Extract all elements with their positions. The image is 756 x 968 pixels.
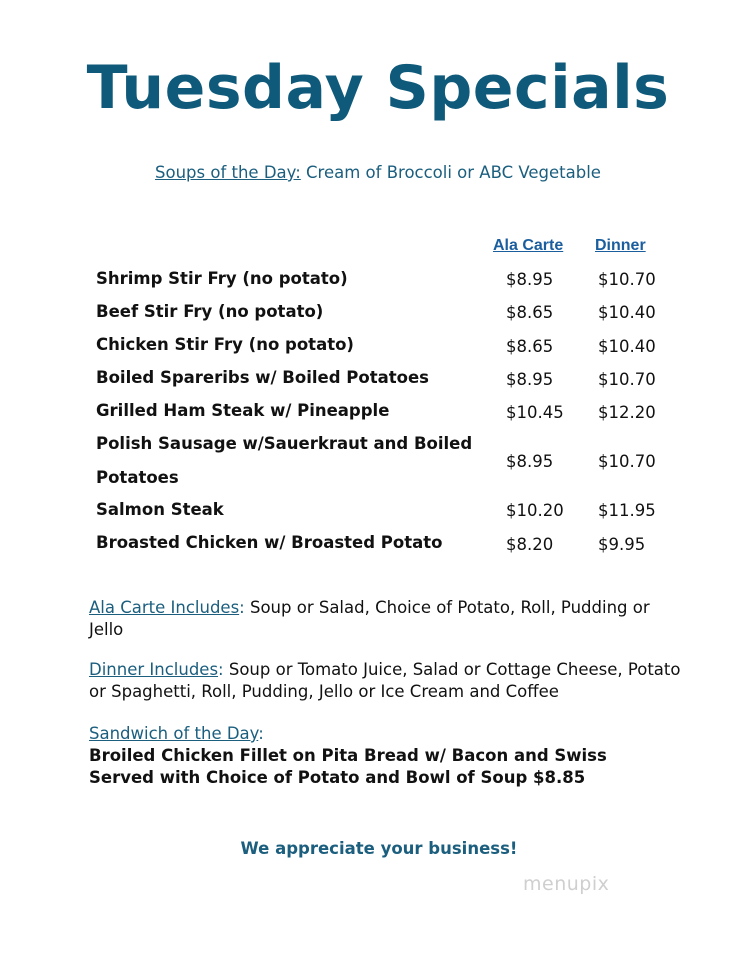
menu-item-name: Shrimp Stir Fry (no potato) [96,269,348,288]
dinner-includes [89,659,689,703]
menu-item-name: Grilled Ham Steak w/ Pineapple [96,401,390,420]
ala-carte-price: $10.45 [506,403,564,422]
dinner-price: $10.40 [598,337,656,356]
ala-carte-price: $10.20 [506,501,564,520]
dinner-price: $9.95 [598,535,646,554]
column-header-ala-carte: Ala Carte [493,237,564,254]
menu-item-name-line1: Polish Sausage w/Sauerkraut and Boiled [96,434,473,453]
ala-carte-includes-text: Soup or Salad, Choice of Potato, Roll, Pudding or Jello [89,598,650,639]
ala-carte-price: $8.20 [506,535,554,554]
sandwich-colon: : [258,724,264,743]
ala-carte-price: $8.95 [506,270,554,289]
dinner-includes-colon: : [218,660,224,679]
menu-item-name: Salmon Steak [96,500,224,519]
sandwich-of-the-day [89,723,689,789]
ala-carte-price: $8.95 [506,452,554,471]
soups-of-the-day [0,163,756,182]
dinner-price: $10.70 [598,370,656,389]
menu-item-name: Beef Stir Fry (no potato) [96,302,324,321]
soups-text: Cream of Broccoli or ABC Vegetable [300,163,601,182]
ala-carte-includes-label: Ala Carte Includes [89,598,240,617]
menu-item-name: Boiled Spareribs w/ Boiled Potatoes [96,368,429,387]
sandwich-line2: Served with Choice of Potato and Bowl of Soup $8.85 [89,768,586,787]
menu-item-name: Chicken Stir Fry (no potato) [96,335,354,354]
ala-carte-price: $8.65 [506,337,554,356]
thank-you-message: We appreciate your business! [240,839,518,858]
dinner-price: $10.70 [598,270,656,289]
ala-carte-price: $8.95 [506,370,554,389]
dinner-price: $11.95 [598,501,656,520]
column-header-dinner: Dinner [595,237,646,254]
menupix-watermark: menupix [523,873,610,895]
dinner-price: $10.70 [598,452,656,471]
ala-carte-includes-colon: : [239,598,245,617]
page-title: Tuesday Specials [86,53,670,123]
dinner-includes-text: Soup or Tomato Juice, Salad or Cottage Cheese, Potato or Spaghetti, Roll, Pudding, Jello or Ice Cream and Coffee [89,660,681,701]
ala-carte-includes [89,597,689,641]
menu-item-name: Broasted Chicken w/ Broasted Potato [96,533,443,552]
dinner-price: $12.20 [598,403,656,422]
sandwich-label: Sandwich of the Day [89,724,259,743]
dinner-includes-label: Dinner Includes [89,660,219,679]
menu-item-name-line2: Potatoes [96,468,179,487]
sandwich-line1: Broiled Chicken Fillet on Pita Bread w/ Bacon and Swiss [89,746,607,765]
ala-carte-price: $8.65 [506,303,554,322]
soups-label: Soups of the Day: [155,163,301,182]
dinner-price: $10.40 [598,303,656,322]
